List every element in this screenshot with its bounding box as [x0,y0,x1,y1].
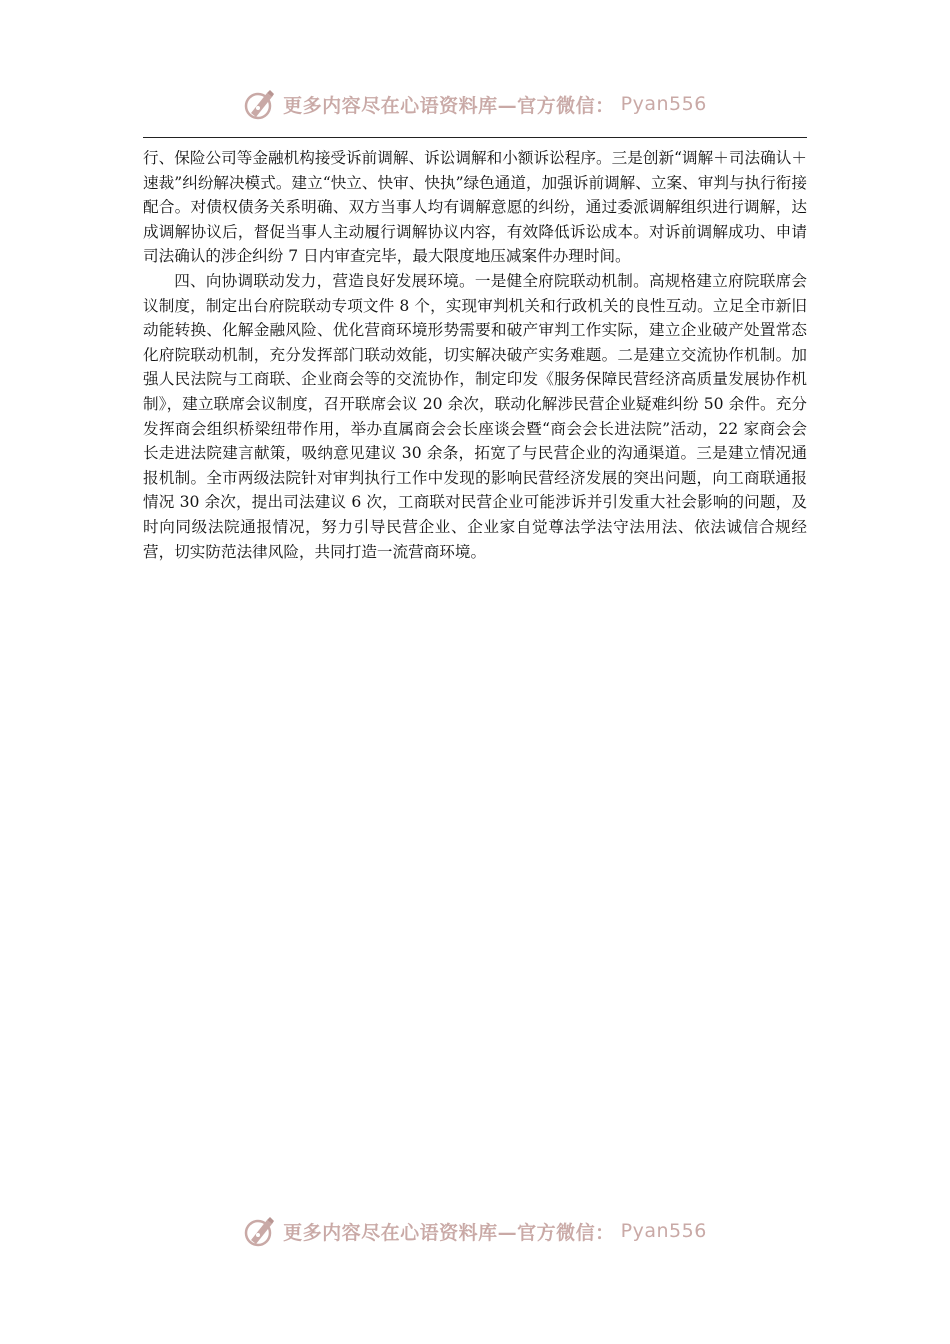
watermark-wechat-id: Pyan556 [620,1220,707,1242]
paragraph: 行、保险公司等金融机构接受诉前调解、诉讼调解和小额诉讼程序。三是创新“调解＋司法确认＋速裁”纠纷解决模式。建立“快立、快审、快执”绿色通道，加强诉前调解、立案、审判与执行衔接配合。对债权债务关系明确、双方当事人均有调解意愿的纠纷，通过委派调解组织进行调解，达成调解协议后，督促当事人主动履行调解协议内容，有效降低诉讼成本。对诉前调解成功、申请司法确认的涉企纠纷 7 日内审查完毕，最大限度地压减案件办理时间。 [143,149,807,266]
watermark-wechat-id: Pyan556 [620,93,707,115]
header-rule [143,137,807,138]
pen-nib-logo-icon [243,1214,277,1248]
paragraph: 四、向协调联动发力，营造良好发展环境。一是健全府院联动机制。高规格建立府院联席会议制度，制定出台府院联动专项文件 8 个，实现审判机关和行政机关的良性互动。立足全市新旧动能转换、化解金融风险、优化营商环境形势需要和破产审判工作实际，建立企业破产处置常态化府院联动机制，充分发挥部门联动效能，切实解决破产实务难题。二是建立交流协作机制。加强人民法院与工商联、企业商会等的交流协作，制定印发《服务保障民营经济高质量发展协作机制》，建立联席会议制度，召开联席会议 20 余次，联动化解涉民营企业疑难纠纷 50 余件。充分发挥商会组织桥梁纽带作用，举办直属商会会长座谈会暨“商会会长进法院”活动，22 家商会会长走进法院建言献策，吸纳意见建议 30 余条，拓宽了与民营企业的沟通渠道。三是建立情况通报机制。全市两级法院针对审判执行工作中发现的影响民营经济发展的突出问题，向工商联通报情况 30 余次，提出司法建议 6 次，工商联对民营企业可能涉诉并引发重大社会影响的问题，及时向同级法院通报情况，努力引导民营企业、企业家自觉尊法学法守法用法、依法诚信合规经营，切实防范法律风险，共同打造一流营商环境。 [143,271,807,561]
watermark-text: 更多内容尽在心语资料库—官方微信： [283,1221,615,1244]
watermark-text: 更多内容尽在心语资料库—官方微信： [283,94,615,117]
pen-nib-logo-icon [243,87,277,121]
footer-watermark [0,1211,950,1251]
document-body [143,146,807,564]
header-watermark [0,84,950,124]
